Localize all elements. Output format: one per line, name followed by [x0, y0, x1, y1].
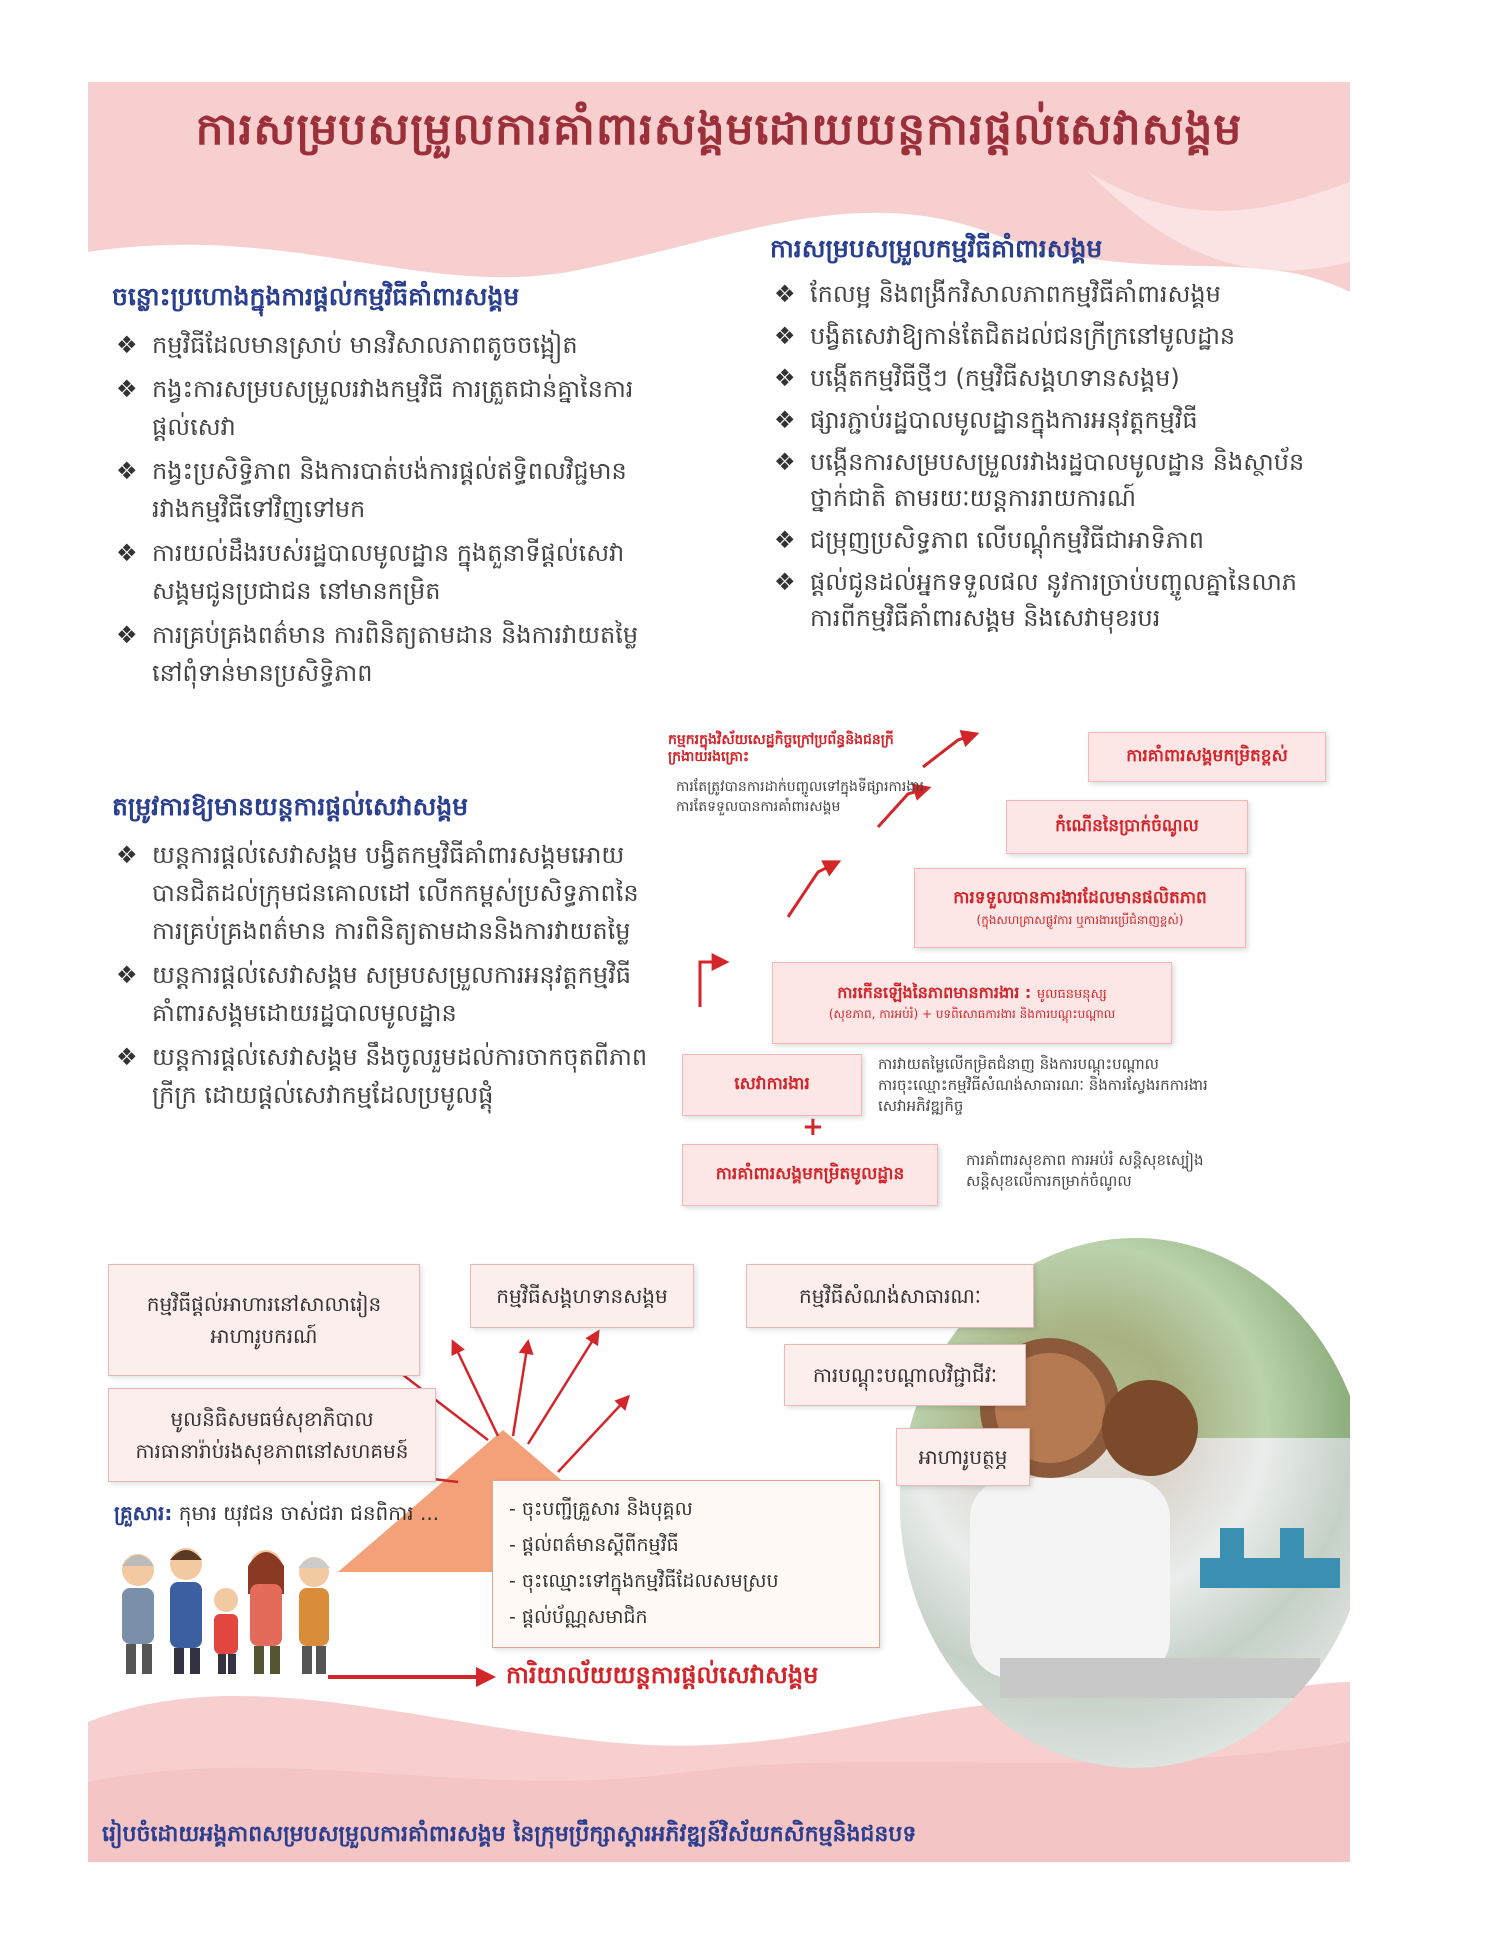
gaps-heading: ចន្លោះប្រហោងក្នុងការផ្តល់កម្មវិធីគាំពារសង្គម [112, 282, 520, 311]
program-social-assistance: កម្មវិធីសង្គហទានសង្គម [470, 1264, 694, 1328]
task-item: - ចុះឈ្មោះទៅក្នុងកម្មវិធីដែលសមស្រប [509, 1570, 779, 1592]
gaps-list [112, 326, 652, 692]
task-item: - ផ្តល់ពត៌មានស្តីពីកម្មវិធី [509, 1534, 679, 1556]
plus-sign: + [802, 1112, 824, 1142]
step-high-protection: ការគាំពារសង្គមកម្រិតខ្ពស់ [1088, 732, 1326, 782]
family-desc: កុមារ យុវជន ចាស់ជរា ជនពិការ ... [178, 1501, 440, 1525]
list-item: ❖ យន្តការផ្តល់សេវាសង្គម សម្របសម្រួលការអនុវត្តកម្មវិធីគាំពារសង្គមដោយរដ្ឋបាលមូលដ្ឋាន [112, 956, 652, 1032]
list-item: ❖ ផ្តល់ជូនដល់អ្នកទទួលផល នូវការច្រាប់បញ្ចូលគ្នានៃលាភការពីកម្មវិធីគាំពារសង្គម និងសេវាមុខរបរ [770, 564, 1320, 636]
worker-note-list [676, 777, 926, 817]
list-item: ❖ កង្វះប្រសិទ្ធិភាព និងការបាត់បង់ការផ្តល់ឥទ្ធិពលវិជ្ជមានរវាងកម្មវិធីទៅវិញទៅមក [112, 452, 652, 528]
task-item: - ចុះបញ្ជីគ្រួសារ និងបុគ្គល [509, 1498, 693, 1520]
program-label: កម្មវិធីផ្តល់អាហារនៅសាលារៀន [146, 1292, 382, 1316]
gaps-section [112, 282, 652, 698]
program-label: អាហារូបករណ៍ [210, 1324, 318, 1348]
poster [88, 82, 1350, 1862]
office-tasks-box [492, 1480, 880, 1648]
step-income-growth: កំណើននៃប្រាក់ចំណូល [1006, 800, 1248, 854]
step-label-extra: មូលធនមនុស្ស [1036, 987, 1107, 1002]
list-item: ❖ ការយល់ដឹងរបស់រដ្ឋបាលមូលដ្ឋាន ក្នុងតួនាទីផ្តល់សេវាសង្គមជូនប្រជាជន នៅមានកម្រិត [112, 534, 652, 610]
services-note: ការចុះឈ្មោះកម្មវិធីសំណង់សាធារណៈ និងការស្វែងរកការងារ [878, 1076, 1208, 1094]
program-label: មូលនិធិសមធម៌សុខាភិបាល [170, 1407, 374, 1431]
program-vocational-training: ការបណ្តុះបណ្តាលវិជ្ជាជីវៈ [784, 1344, 1026, 1406]
step-sub: (សុខភាព, ការអប់រំ) + បទពិសោធការងារ និងការបណ្តុះបណ្តាល [828, 1007, 1116, 1021]
family-label: គ្រួសារ: [114, 1501, 173, 1525]
family-illustration [108, 1544, 338, 1676]
coordination-heading: ការសម្របសម្រួលកម្មវិធីគាំពារសង្គម [770, 234, 1103, 263]
program-school-feeding [108, 1264, 420, 1376]
step-labour-services: សេវាការងារ [682, 1054, 862, 1116]
services-note: សេវាអភិវឌ្ឍកិច្ច [878, 1097, 964, 1115]
list-item: ❖ បង្កើនការសម្របសម្រួលរវាងរដ្ឋបាលមូលដ្ឋាន និងស្ថាប័នថ្នាក់ជាតិ តាមរយៈយន្តការរាយការណ៍ [770, 444, 1320, 516]
list-item: ❖ ជម្រុញប្រសិទ្ធភាព លើបណ្តុំកម្មវិធីជាអាទិភាព [770, 522, 1320, 558]
task-text: ចុះបញ្ជីគ្រួសារ និងបុគ្គល [521, 1498, 693, 1520]
needs-heading: តម្រូវការឱ្យមានយន្តការផ្តល់សេវាសង្គម [112, 792, 469, 821]
step-basic-protection: ការគាំពារសង្គមកម្រិតមូលដ្ឋាន [682, 1144, 938, 1206]
list-item: ❖ ផ្សារភ្ជាប់រដ្ឋបាលមូលដ្ឋានក្នុងការអនុវត្តកម្មវិធី [770, 402, 1320, 438]
services-notes [878, 1054, 1318, 1117]
office-arrow [328, 1662, 498, 1692]
services-note: ការវាយតម្លៃលើកម្រិតជំនាញ និងការបណ្តុះបណ្តាល [878, 1055, 1159, 1073]
list-item: ❖ បង្កើតកម្មវិធីថ្មីៗ (កម្មវិធីសង្គហទានសង្គម) [770, 360, 1320, 396]
worker-note-item: ការតែត្រូវបានការដាក់បញ្ចូលទៅក្នុងទីផ្សារការងារ [676, 779, 925, 795]
program-label: ការធានារ៉ាប់រងសុខភាពនៅសហគមន៍ [135, 1439, 409, 1463]
task-text: ចុះឈ្មោះទៅក្នុងកម្មវិធីដែលសមស្រប [521, 1570, 779, 1592]
program-nutrition: អាហារូបត្ថម្ភ [896, 1428, 1030, 1486]
worker-note-title: កម្មករក្នុងវិស័យសេដ្ឋកិច្ចក្រៅប្រព័ន្ធនិងជនក្រីក្រងាយរងគ្រោះ [668, 732, 894, 765]
coordination-section [770, 234, 1320, 642]
worker-note-item: ការតែទទួលបានការគាំពារសង្គម [676, 799, 841, 815]
task-text: ផ្តល់ពត៌មានស្តីពីកម្មវិធី [521, 1534, 679, 1556]
program-health-equity [108, 1388, 436, 1482]
office-label: ការិយាល័យយន្តការផ្តល់សេវាសង្គម [506, 1661, 819, 1689]
step-employability [772, 962, 1172, 1044]
list-item: ❖ យន្តការផ្តល់សេវាសង្គម បង្វិតកម្មវិធីគាំពារសង្គមអោយបានជិតដល់ក្រុមជនគោលដៅ លើកកម្ពស់ប្រសិទ្ធភាពនៃការគ្រប់គ្រងពត៌មាន ការពិនិត្យតាមដាននិងការវាយតម្លៃ [112, 836, 652, 950]
needs-list [112, 836, 652, 1114]
base-note: ការគាំពារសុខភាព ការអប់រំ សន្តិសុខស្បៀង [966, 1151, 1204, 1169]
list-item: ❖ កម្មវិធីដែលមានស្រាប់ មានវិសាលភាពតូចចង្អៀត [112, 326, 652, 364]
step-sub: (ក្នុងសហគ្រាសផ្លូវការ ឬការងារប្រើជំនាញខ្ពស់) [976, 912, 1184, 927]
coordination-list [770, 276, 1320, 636]
family-caption [114, 1500, 484, 1530]
task-text: ផ្តល់ប័ណ្ណសមាជិក [521, 1606, 648, 1628]
list-item: ❖ កែលម្អ និងពង្រីកវិសាលភាពកម្មវិធីគាំពារសង្គម [770, 276, 1320, 312]
program-public-works: កម្មវិធីសំណង់សាធារណៈ [746, 1264, 1034, 1328]
list-item: ❖ កង្វះការសម្របសម្រួលរវាងកម្មវិធី ការត្រួតជាន់គ្នានៃការផ្តល់សេវា [112, 370, 652, 446]
step-label [837, 982, 1106, 1006]
list-item: ❖ បង្វិតសេវាឱ្យកាន់តែជិតដល់ជនក្រីក្រនៅមូលដ្ឋាន [770, 318, 1320, 354]
footer-credit: រៀបចំដោយអង្គភាពសម្របសម្រួលការគាំពារសង្គម នៃក្រុមប្រឹក្សាស្តារអភិវឌ្ឍន៍វិស័យកសិកម្មនិងជនបទ [102, 1822, 917, 1847]
step-label-main: ការកើនឡើងនៃភាពមានការងារ : [837, 983, 1032, 1002]
step-label: ការទទួលបានការងារដែលមានផលិតភាព [953, 887, 1207, 908]
base-note: សន្តិសុខលើការកម្រាក់ចំណូល [966, 1172, 1132, 1190]
page-title: ការសម្របសម្រួលការគាំពារសង្គមដោយយន្តការផ្តល់សេវាសង្គម [195, 104, 1243, 155]
base-notes [966, 1150, 1316, 1192]
list-item: ❖ ការគ្រប់គ្រងពត៌មាន ការពិនិត្យតាមដាន និងការវាយតម្លៃនៅពុំទាន់មានប្រសិទ្ធិភាព [112, 616, 652, 692]
list-item: ❖ យន្តការផ្តល់សេវាសង្គម នឹងចូលរួមដល់ការចាកចុតពីភាពក្រីក្រ ដោយផ្តល់សេវាកម្មដែលប្រមូលផ្តុំ [112, 1038, 652, 1114]
step-productive-employment [914, 868, 1246, 948]
needs-section [112, 792, 652, 1120]
task-item: - ផ្តល់ប័ណ្ណសមាជិក [509, 1606, 648, 1628]
